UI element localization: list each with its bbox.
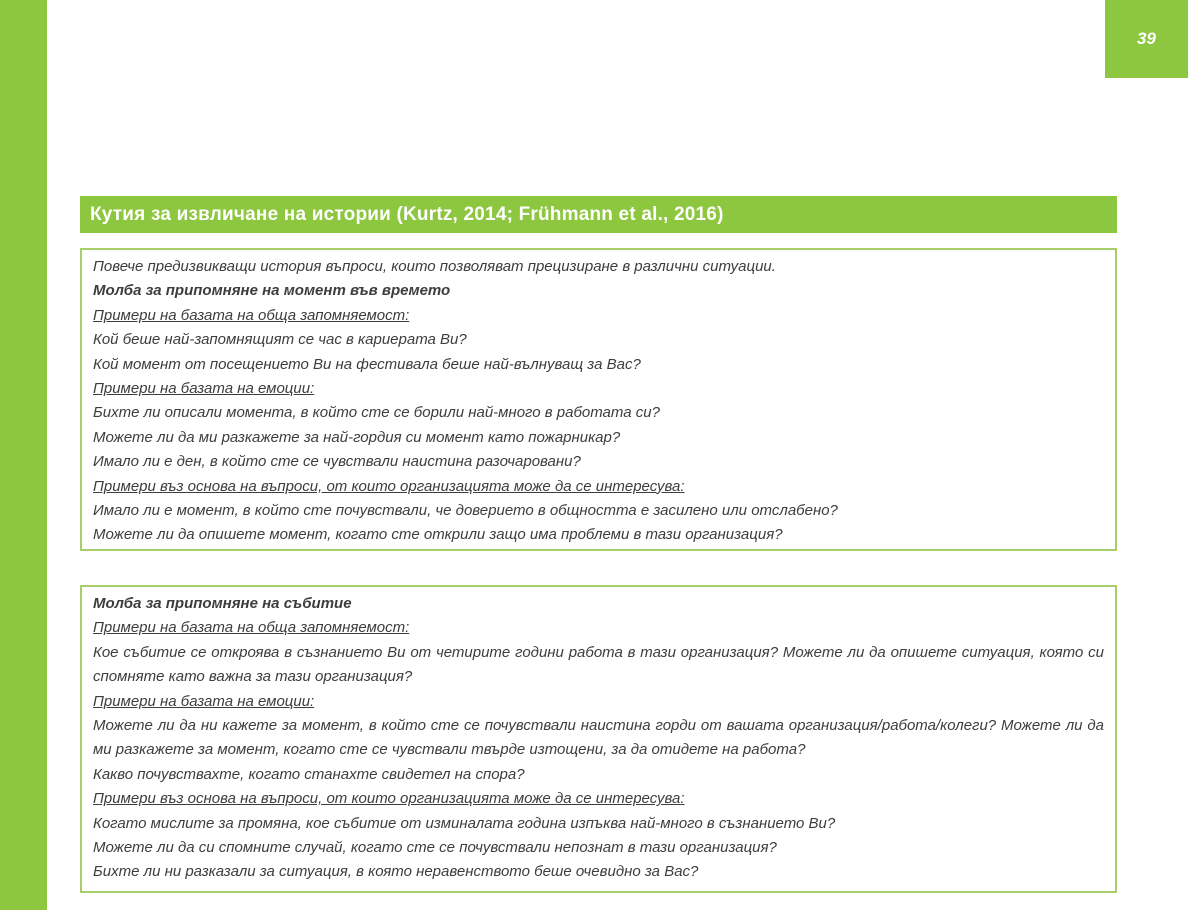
- subsection-label: Примери на базата на емоции:: [93, 380, 315, 398]
- subsection-label: Примери въз основа на въпроси, от които организацията може да се интересува:: [93, 790, 685, 808]
- question-line: Кое събитие се откроява в съзнанието Ви от четирите години работа в тази организация? Можете ли да опишете ситуация, която си спомняте като важна за тази организация?: [93, 643, 1104, 686]
- question-line: Какво почувствахте, когато станахте свидетел на спора?: [93, 765, 525, 783]
- question-line: Можете ли да си спомните случай, когато сте се почувствали непознат в тази организация?: [93, 839, 777, 857]
- section-heading: Молба за припомняне на събитие: [93, 595, 352, 612]
- page-number-box: [1105, 0, 1188, 78]
- left-accent-bar: [0, 0, 47, 910]
- question-line: Можете ли да ни кажете за момент, в който сте се почувствали наистина горди от вашата организация/работа/колеги? Можете ли да ми разкажете за момент, когато сте се чувствали твърде изтощени, за да отидете на работа?: [93, 717, 1104, 759]
- question-line: Бихте ли ни разказали за ситуация, в която неравенството беше очевидно за Вас?: [93, 863, 699, 881]
- question-line: Можете ли да ми разкажете за най-гордия си момент като пожарникар?: [93, 428, 621, 446]
- section-heading: Молба за припомняне на момент във времето: [93, 282, 451, 300]
- subsection-label: Примери въз основа на въпроси, от които организацията може да се интересува:: [93, 477, 685, 495]
- subsection-label: Примери на базата на емоции:: [93, 692, 315, 710]
- question-line: Бихте ли описали момента, в който сте се борили най-много в работата си?: [93, 404, 660, 422]
- question-line: Кой момент от посещението Ви на фестивала беше най-вълнуващ за Вас?: [93, 355, 641, 373]
- story-elicitation-box-event: [80, 585, 1117, 893]
- question-line: Имало ли е ден, в който сте се чувствали наистина разочаровани?: [93, 453, 581, 471]
- story-elicitation-box-moment: [80, 248, 1117, 551]
- question-line: Кой беше най-запомнящият се час в кариерата Ви?: [93, 331, 467, 349]
- question-line: Когато мислите за промяна, кое събитие от изминалата година изпъква най-много в съзнанието Ви?: [93, 814, 836, 832]
- subsection-label: Примери на базата на обща запомняемост:: [93, 619, 410, 637]
- slide-title: Кутия за извличане на истории (Kurtz, 2014; Frühmann et al., 2016): [90, 203, 724, 225]
- subsection-label: Примери на базата на обща запомняемост:: [93, 306, 410, 324]
- question-line: Имало ли е момент, в който сте почувствали, че доверието в общността е засилено или отслабено?: [93, 502, 838, 520]
- question-line: Можете ли да опишете момент, когато сте открили защо има проблеми в тази организация?: [93, 526, 783, 544]
- page-number: 39: [1137, 29, 1156, 48]
- title-bar: [80, 196, 1117, 233]
- intro-line: Повече предизвикващи история въпроси, които позволяват прецизиране в различни ситуации.: [93, 258, 776, 275]
